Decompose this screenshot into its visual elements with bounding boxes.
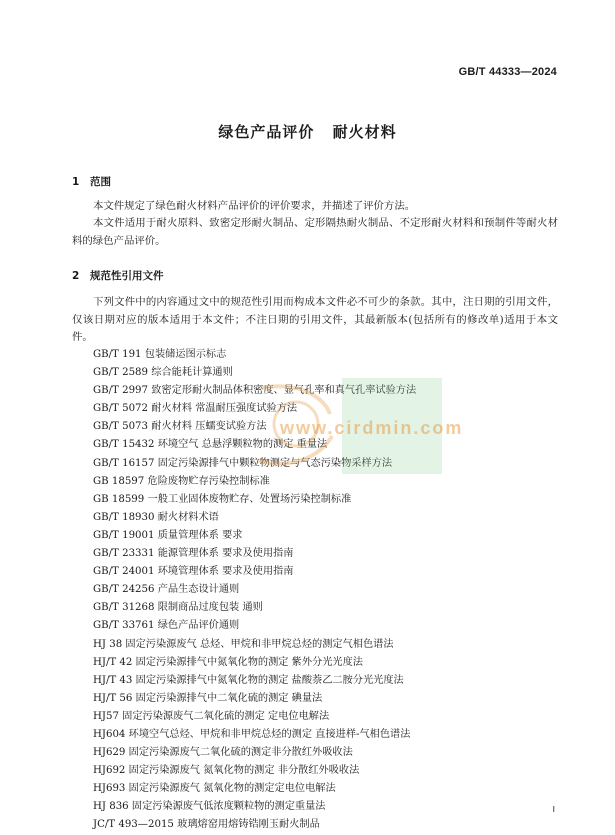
watermark-text: www.cirdmin.com bbox=[280, 418, 464, 438]
section-1-title: 范围 bbox=[90, 176, 111, 188]
reference-item: GB/T 31268 限制商品过度包装 通则 bbox=[93, 602, 263, 614]
reference-item: GB/T 33761 绿色产品评价通则 bbox=[93, 620, 240, 632]
reference-item: HJ 38 固定污染源废气 总烃、甲烷和非甲烷总烃的测定气相色谱法 bbox=[93, 638, 394, 650]
reference-item: GB/T 5072 耐火材料 常温耐压强度试验方法 bbox=[93, 403, 298, 415]
reference-item: GB/T 16157 固定污染源排气中颗粒物测定与气态污染物采样方法 bbox=[93, 457, 393, 469]
section-2-heading bbox=[72, 268, 164, 283]
reference-item: GB/T 2589 综合能耗计算通则 bbox=[93, 367, 233, 379]
reference-item: GB/T 24256 产品生态设计通则 bbox=[93, 584, 240, 596]
reference-item: GB/T 18930 耐火材料术语 bbox=[93, 511, 219, 523]
reference-item: GB/T 5073 耐火材料 压蠕变试验方法 bbox=[93, 421, 267, 433]
scope-paragraph-1: 本文件规定了绿色耐火材料产品评价的评价要求，并描述了评价方法。 bbox=[93, 200, 416, 212]
reference-item: HJ629 固定污染源废气二氧化硫的测定非分散红外吸收法 bbox=[93, 747, 353, 759]
reference-list bbox=[93, 346, 416, 835]
reference-item: HJ692 固定污染源废气 氮氧化物的测定 非分散红外吸收法 bbox=[93, 765, 360, 777]
reference-item: JC/T 493—2015 玻璃熔窑用熔铸锆刚玉耐火制品 bbox=[93, 819, 320, 831]
page-number: I bbox=[552, 805, 555, 814]
standard-number: GB/T 44333—2024 bbox=[458, 66, 557, 78]
reference-item: HJ/T 56 固定污染源排气中二氧化硫的测定 碘量法 bbox=[93, 692, 323, 704]
reference-item: GB/T 2997 致密定形耐火制品体积密度、显气孔率和真气孔率试验方法 bbox=[93, 385, 417, 397]
reference-item: HJ693 固定污染源废气 氮氧化物的测定定电位电解法 bbox=[93, 783, 336, 795]
reference-item: HJ/T 42 固定污染源排气中氮氧化物的测定 紫外分光光度法 bbox=[93, 656, 363, 668]
document-title: 绿色产品评价 耐火材料 bbox=[218, 123, 397, 141]
reference-item: GB/T 19001 质量管理体系 要求 bbox=[93, 529, 243, 541]
references-intro: 下列文件中的内容通过文中的规范性引用而构成本文件必不可少的条款。其中，注日期的引用文件，仅该日期对应的版本适用于本文件；不注日期的引用文件，其最新版本(包括所有的修改单)适用于本文件。 bbox=[72, 296, 558, 343]
reference-item: GB 18597 危险废物贮存污染控制标准 bbox=[93, 475, 270, 487]
section-2-number: 2 bbox=[72, 270, 80, 282]
section-2-title: 规范性引用文件 bbox=[90, 270, 164, 282]
reference-item: HJ604 环境空气总烃、甲烷和非甲烷总烃的测定 直接进样-气相色谱法 bbox=[93, 728, 411, 740]
reference-item: GB/T 191 包装储运图示标志 bbox=[93, 349, 227, 360]
reference-item: HJ 836 固定污染源废气低浓度颗粒物的测定重量法 bbox=[93, 801, 326, 813]
reference-item: HJ57 固定污染源废气二氧化硫的测定 定电位电解法 bbox=[93, 710, 330, 722]
reference-item: HJ/T 43 固定污染源排气中氮氧化物的测定 盐酸萘乙二胺分光光度法 bbox=[93, 674, 404, 686]
reference-item: GB/T 23331 能源管理体系 要求及使用指南 bbox=[93, 548, 294, 560]
section-1-heading bbox=[72, 174, 111, 189]
scope-paragraph-2: 本文件适用于耐火原料、致密定形耐火制品、定形隔热耐火制品、不定形耐火材料和预制件等耐火材料的绿色产品评价。 bbox=[72, 217, 558, 247]
reference-item: GB/T 24001 环境管理体系 要求及使用指南 bbox=[93, 566, 294, 578]
reference-item: GB 18599 一般工业固体废物贮存、处置场污染控制标准 bbox=[93, 493, 352, 505]
reference-item: GB/T 15432 环境空气 总悬浮颗粒物的测定 重量法 bbox=[93, 439, 328, 451]
section-1-number: 1 bbox=[72, 176, 80, 188]
